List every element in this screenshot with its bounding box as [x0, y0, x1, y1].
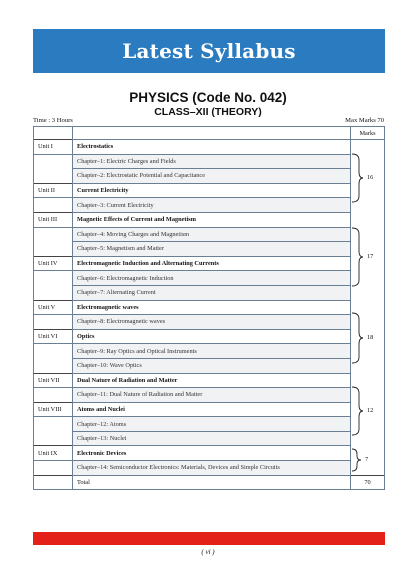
- chapter-title: Chapter–3: Current Electricity: [73, 198, 351, 213]
- unit-title: Electrostatics: [73, 140, 351, 155]
- marks-group-2: 17: [367, 253, 374, 260]
- chapter-title: Chapter–2: Electrostatic Potential and Capacitance: [73, 169, 351, 184]
- banner-title: Latest Syllabus: [122, 39, 296, 63]
- unit-title: Electromagnetic Induction and Alternating Currents: [73, 256, 351, 271]
- chapter-row: [34, 431, 385, 446]
- marks-group-4: 12: [367, 407, 374, 414]
- chapter-row: [34, 169, 385, 184]
- unit-title: Magnetic Effects of Current and Magnetism: [73, 212, 351, 227]
- chapter-row: [34, 344, 385, 359]
- chapter-row: [34, 315, 385, 330]
- chapter-row: [34, 154, 385, 169]
- unit-label: Unit VI: [34, 329, 73, 344]
- time-label: Time : 3 Hours: [33, 117, 73, 124]
- marks-group-1: 16: [367, 174, 374, 181]
- chapter-title: Chapter–13: Nuclei: [73, 431, 351, 446]
- unit-label: Unit III: [34, 212, 73, 227]
- unit-row: [34, 402, 385, 417]
- chapter-title: Chapter–14: Semiconductor Electronics: Materials, Devices and Simple Circuits: [73, 461, 351, 476]
- unit-title: Optics: [73, 329, 351, 344]
- unit-label: Unit II: [34, 183, 73, 198]
- page-number: ( vi ): [201, 548, 215, 556]
- unit-row: [34, 183, 385, 198]
- chapter-title: Chapter–4: Moving Charges and Magnetism: [73, 227, 351, 242]
- subject-title: PHYSICS (Code No. 042): [129, 90, 287, 105]
- chapter-row: [34, 285, 385, 300]
- unit-label: Unit VIII: [34, 402, 73, 417]
- chapter-title: Chapter–7: Alternating Current: [73, 285, 351, 300]
- syllabus-banner: [33, 29, 385, 73]
- unit-title: Current Electricity: [73, 183, 351, 198]
- syllabus-table: [33, 126, 385, 490]
- marks-group-3: 18: [367, 334, 374, 341]
- unit-row: [34, 329, 385, 344]
- unit-row: [34, 140, 385, 155]
- chapter-title: Chapter–11: Dual Nature of Radiation and Matter: [73, 388, 351, 403]
- unit-row: [34, 256, 385, 271]
- unit-row: [34, 212, 385, 227]
- class-line: CLASS–XII (THEORY): [154, 106, 262, 118]
- unit-label: Unit V: [34, 300, 73, 315]
- chapter-title: Chapter–5: Magnetism and Matter: [73, 242, 351, 257]
- chapter-row: [34, 417, 385, 432]
- unit-row: [34, 300, 385, 315]
- chapter-row: [34, 358, 385, 373]
- chapter-title: Chapter–9: Ray Optics and Optical Instruments: [73, 344, 351, 359]
- unit-row: [34, 446, 385, 461]
- chapter-title: Chapter–6: Electromagnetic Induction: [73, 271, 351, 286]
- chapter-row: [34, 227, 385, 242]
- unit-title: Electromagnetic waves: [73, 300, 351, 315]
- unit-title: Dual Nature of Radiation and Matter: [73, 373, 351, 388]
- footer-bar: [33, 532, 385, 545]
- total-label: Total: [73, 475, 351, 490]
- total-marks: 70: [351, 475, 385, 490]
- max-marks-label: Max Marks 70: [345, 117, 384, 124]
- chapter-title: Chapter–1: Electric Charges and Fields: [73, 154, 351, 169]
- chapter-row: [34, 198, 385, 213]
- chapter-title: Chapter–10: Wave Optics: [73, 358, 351, 373]
- unit-title: Atoms and Nuclei: [73, 402, 351, 417]
- unit-label: Unit IX: [34, 446, 73, 461]
- chapter-row: [34, 271, 385, 286]
- chapter-row: [34, 388, 385, 403]
- chapter-title: Chapter–8: Electromagnetic waves: [73, 315, 351, 330]
- unit-label: Unit VII: [34, 373, 73, 388]
- total-row: [34, 475, 385, 490]
- marks-header: Marks: [351, 127, 385, 140]
- chapter-row: [34, 242, 385, 257]
- unit-label: Unit IV: [34, 256, 73, 271]
- table-header-row: [34, 127, 385, 140]
- chapter-row: [34, 461, 385, 476]
- marks-group-5: 7: [365, 456, 369, 463]
- chapter-title: Chapter–12: Atoms: [73, 417, 351, 432]
- unit-label: Unit I: [34, 140, 73, 155]
- unit-title: Electronic Devices: [73, 446, 351, 461]
- unit-row: [34, 373, 385, 388]
